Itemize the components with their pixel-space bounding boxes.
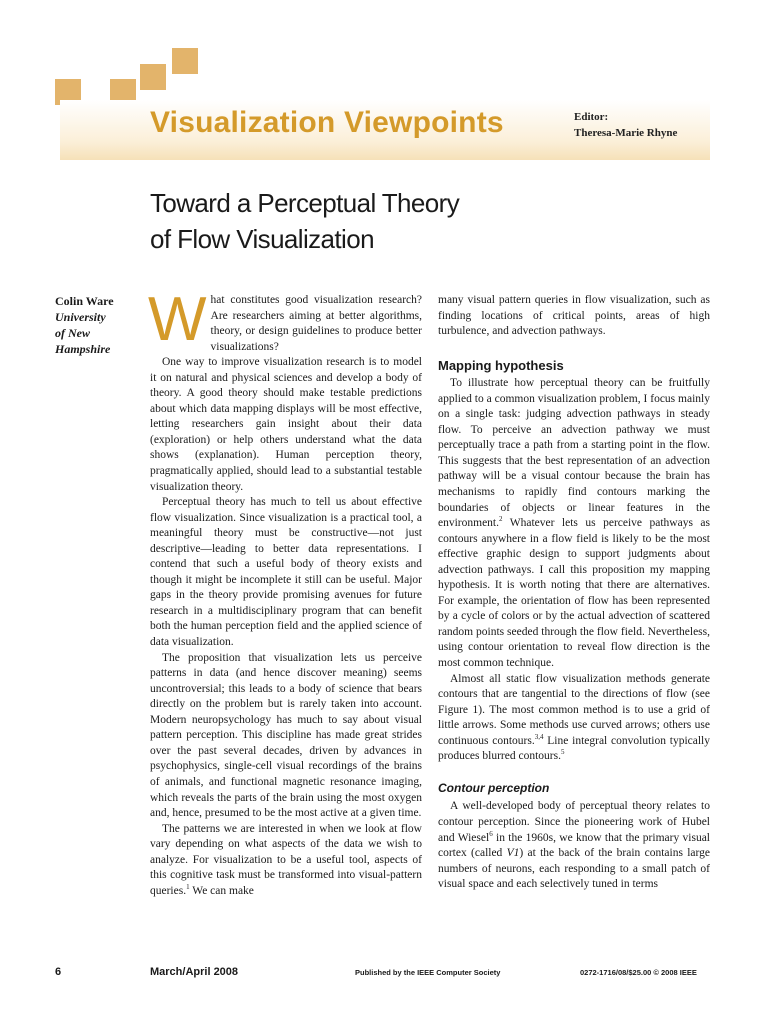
editor-credit	[574, 109, 677, 141]
paragraph	[150, 822, 422, 900]
paragraph	[438, 672, 710, 765]
body-column-right	[438, 293, 710, 893]
paragraph-text: Line integral convolution typically produces blurred contours.	[438, 734, 710, 763]
author-block	[55, 293, 145, 357]
issue-date: March/April 2008	[150, 966, 239, 978]
reference-mark: 5	[560, 748, 565, 757]
editor-name: Theresa-Marie Rhyne	[574, 127, 678, 139]
paragraph-text: To illustrate how perceptual theory can be fruitfully applied to a common visualization problem, I focus mainly on a single task: judging advection pathways in steady flow. To perceive an advection pathway we must perceptually trace a path from a starting point in the flow. This suggests that the best representation of an advection pathway will be a visual contour because the brain has mechanisms to rapidly find contours marking the boundaries of objects or linear features in the environment.	[438, 377, 710, 530]
paragraph-text: A well-developed body of perceptual theory relates to contour perception. Since the pioneering work of Hubel and Wiesel	[438, 800, 710, 844]
reference-mark: 2	[499, 515, 503, 524]
department-title: Visualization Viewpoints	[150, 106, 504, 139]
paragraph: The proposition that visualization lets us perceive patterns in data (and hence discover meaning) seems uncontroversial; this leads to a body of science that bears directly on the problem but is rarely taken into account. Modern neuropsychology has much to say about visual pattern perception. This discipline has made great strides over the past several decades, driven by advances in psychophysics, single-cell visual recordings of the brains of animals, and functional magnetic resonance imaging, which reveals the parts of the brain using the most oxygen and, hence, presumed to be the most active at a given time.	[150, 651, 422, 820]
issn-copyright: 0272-1716/08/$25.00 © 2008 IEEE	[580, 968, 697, 977]
italic-term: V1	[506, 847, 520, 860]
paragraph-text: We can make	[189, 884, 254, 897]
paragraph	[438, 376, 710, 671]
paragraph	[148, 285, 422, 355]
author-name: Colin Ware	[55, 294, 114, 308]
editor-label: Editor:	[574, 111, 609, 123]
reference-mark: 1	[186, 882, 190, 891]
article-title-line1: Toward a Perceptual Theory	[150, 188, 460, 218]
author-affiliation-line3: Hampshire	[55, 342, 111, 356]
section-heading: Mapping hypothesis	[438, 357, 564, 373]
paragraph-text: Whatever lets us perceive pathways as contours anywhere in a flow field is likely to be the most effective graphic design to support judgments about advection pathways. I call this proposition my mapping hypothesis. It is worth noting that there are alternatives. For example, the orientation of flow has been represented by a cycle of colors or by the actual advection of scattered random points seeded through the flow field. Nevertheless, using contour orientation to reveal flow direction is the most common technique.	[438, 517, 710, 670]
body-column-left	[148, 285, 422, 899]
article-title-line2: of Flow Visualization	[150, 224, 374, 254]
paragraph-text: The patterns we are interested in when we look at flow vary depending on what aspects of the data we wish to analyze. For visualization to be a useful tool, aspects of this cognitive task must be transformed into visual-pattern queries.	[150, 822, 422, 897]
publisher-line: Published by the IEEE Computer Society	[355, 968, 501, 977]
paragraph: Perceptual theory has much to tell us about effective flow visualization. Since visualization is a practical tool, a meaningful theory must be constructive—not just descriptive—leading to better data representations. I contend that such a useful body of theory exists and though it might be incomplete it still can be useful. Major gaps in the theory provide promising avenues for future research in a multidisciplinary program that can benefit both the human perception field and the applied science of data visualization.	[150, 496, 422, 649]
decorative-square	[172, 48, 198, 74]
article-title	[150, 185, 459, 257]
reference-mark: 6	[489, 829, 493, 838]
paragraph-text: hat constitutes good visualization research? Are researchers aiming at better algorithms, theory, or design guidelines to produce better visualizations?	[210, 294, 422, 353]
subsection-heading: Contour perception	[438, 780, 550, 795]
paragraph-text: ) at the back of the brain contains large numbers of neurons, each responding to a small patch of visual space and each selectively tuned in terms	[438, 847, 710, 891]
paragraph: many visual pattern queries in flow visualization, such as finding locations of critical points, areas of high turbulence, and advection pathways.	[438, 294, 710, 338]
author-affiliation-line2: of New	[55, 326, 90, 340]
drop-cap: W	[148, 285, 207, 354]
page-number: 6	[55, 966, 62, 978]
paragraph: One way to improve visualization research is to model it on natural and physical sciences and develop a body of theory. A good theory should make testable predictions about which data mapping displays will be most effective, letting researchers gain insight about their data (exploration) or help others understand what the data shows (explanation). Human perception theory, pragmatically applied, should lead to a substantial testable visualization theory.	[150, 356, 422, 493]
paragraph	[438, 799, 710, 892]
paragraph-text: in the 1960s, we know that the primary visual cortex (called	[438, 831, 710, 860]
reference-mark: 3,4	[534, 732, 544, 741]
author-affiliation-line1: University	[55, 310, 106, 324]
decorative-square	[140, 64, 166, 90]
paragraph-text: Almost all static flow visualization methods generate contours that are tangential to the directions of flow (see Figure 1). The most common method is to use a grid of little arrows. Some methods use curved arrows; others use continuous contours.	[438, 672, 710, 747]
